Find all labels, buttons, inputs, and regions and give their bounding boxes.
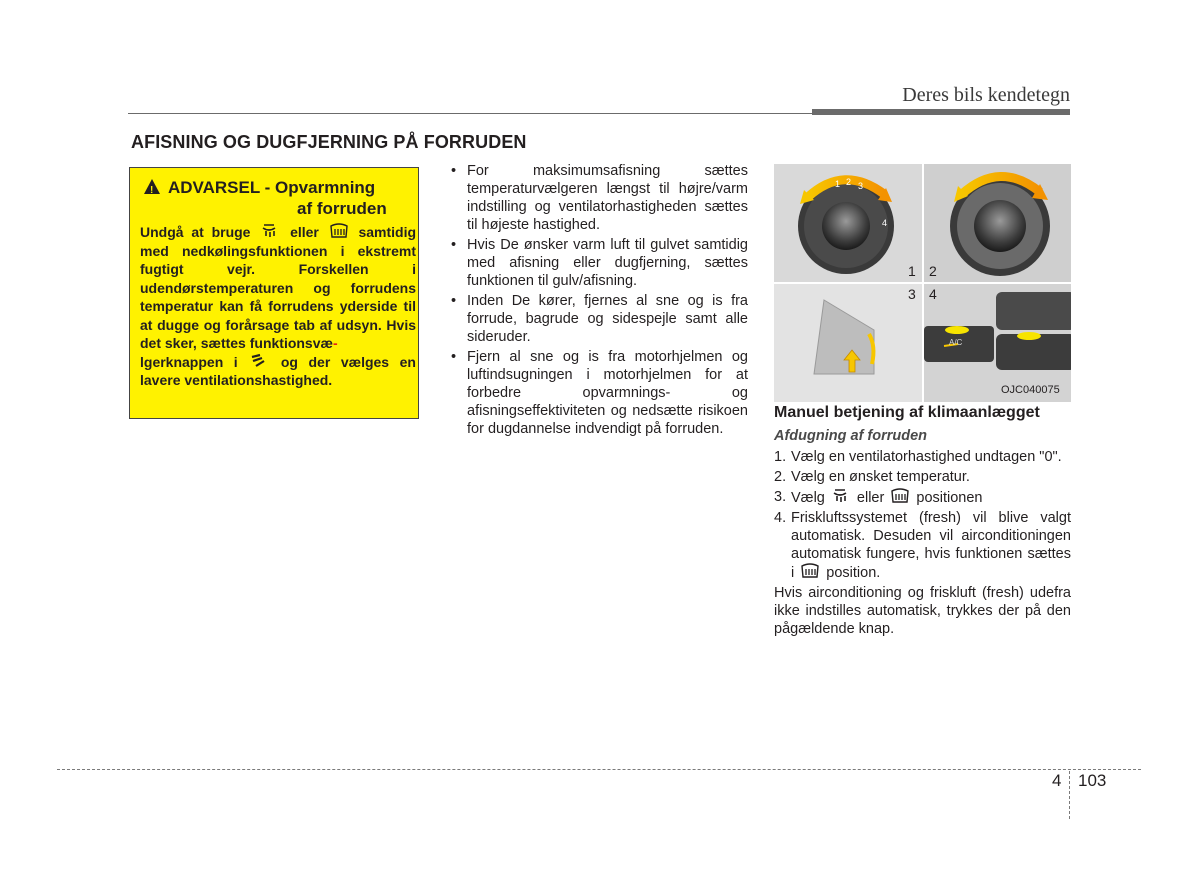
warning-text-3: samtidig med nedkølingsfunktionen i ekstremt fugtigt vejr. Forskellen i udendørstemperaturen og forrudens temperatur kan få forrudens yderside til at dugge og forårsage tab af udsyn. Hvis det sker, sættes funktionsvæ [140,224,417,351]
warning-text-2: eller [290,224,319,240]
figure-label-1: 1 [908,263,916,279]
defrost-icon [329,223,349,239]
manual-paragraph: Hvis airconditioning og friskluft (fresh) udefra ikke indstilles automatisk, trykkes der på den pågældende knap. [774,585,1071,637]
footer-separator [1069,771,1070,819]
figure-code: OJC040075 [1001,384,1060,396]
figure-label-2: 2 [929,263,937,279]
chapter-number: 4 [1052,771,1062,790]
warning-hyphen: - [332,335,338,351]
figure-divider-vertical [922,164,924,402]
knob-scale-3: 3 [858,181,864,191]
step3-text-3: positionen [916,490,983,506]
floor-vent-icon [250,353,268,369]
step-item [774,488,1071,507]
warning-body [140,223,416,390]
manual-subheading: Afdugning af forruden [774,428,928,444]
step-item [774,509,1071,582]
running-header: Deres bils kendetegn [902,84,1070,106]
step4-text-1: Friskluftssystemet (fresh) vil blive valgt automatisk. Desuden vil airconditioningen automatisk fungere, hvis funktionen sættes i [791,510,1071,581]
section-title: AFISNING OG DUGFJERNING PÅ FORRUDEN [131,132,527,152]
step4-text-2: position. [826,565,881,581]
temperature-knob [974,200,1026,252]
bullet-item: • Inden De kører, fjernes al sne og is fra forrude, bagrude og sidespejle samt alle sideruder. [451,292,748,346]
step-text: Vælg en ventilatorhastighed undtagen "0". [791,449,1062,465]
climate-control-figure [774,164,1071,402]
warning-triangle-icon [144,179,160,194]
warning-text-4: lgerknappen i [140,353,238,370]
warning-title-text: - Opvarmning [259,178,376,197]
floor-defrost-icon [831,488,851,504]
step3-text-1: Vælg [791,490,825,506]
fan-knob [822,202,870,250]
step-number: 3. [774,489,787,505]
header-rule-bar [812,109,1070,115]
bullet-item: • Fjern al sne og is fra motorhjelmen og luftindsugningen i motorhjelmen for at forbedre opvarmnings- og afisningseffektiviteten og nedsætte risikoen for dugdannelse indvendigt på forruden. [451,348,748,438]
warning-box [129,167,419,419]
bullet-item: • Hvis De ønsker varm luft til gulvet samtidig med afisning eller dugfjerning, sættes funktionen til gulv/afisning. [451,236,748,290]
warning-text-5: og der vælges en lavere ventilationshastighed. [140,353,416,388]
bullet-item: • For maksimumsafisning sættes temperaturvælgeren længst til højre/varm indstilling og ventilatorhastigheden sættes til højeste hastighed. [451,162,748,234]
figure-label-3: 3 [908,286,916,302]
warning-text-1: Undgå at bruge [140,224,251,240]
warning-label: ADVARSEL [168,178,260,197]
warning-title [144,178,375,198]
page-number: 103 [1078,771,1107,790]
step-number: 1. [774,449,787,465]
header-rule [128,113,812,114]
manual-operation-section [774,403,1071,638]
warning-title-line2: af forruden [297,199,387,218]
step-item [774,448,1071,466]
step3-text-2: eller [856,490,885,506]
defrost-icon [890,488,910,504]
ac-button-label: A/C [949,338,963,347]
knob-scale-2: 2 [846,177,852,187]
floor-defrost-icon [260,223,280,239]
bullet-list [451,162,748,440]
figure-label-4: 4 [929,286,937,302]
step-text: Vælg en ønsket temperatur. [791,469,970,485]
step-number: 4. [774,510,787,526]
step-number: 2. [774,469,787,485]
knob-scale-4: 4 [882,218,888,228]
manual-heading: Manuel betjening af klimaanlægget [774,404,1040,421]
step-item [774,468,1071,486]
defrost-icon [800,563,820,579]
footer-rule [57,769,1141,770]
knob-scale-1: 1 [835,179,841,189]
